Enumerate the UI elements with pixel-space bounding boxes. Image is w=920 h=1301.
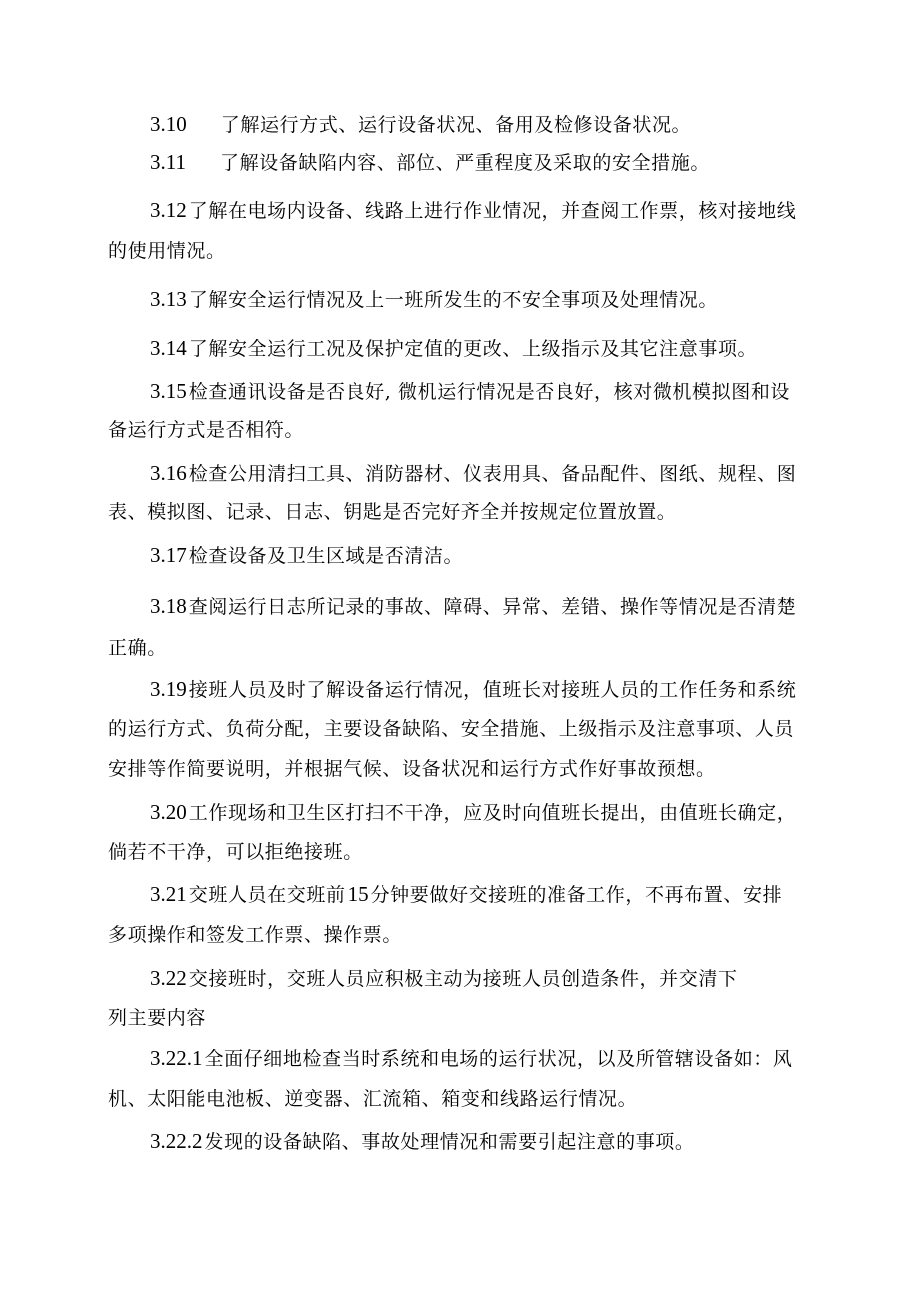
clause-text: 的运行方式、负荷分配，主要设备缺陷、安全措施、上级指示及注意事项、人员 — [108, 718, 795, 740]
clause-text: 工作现场和卫生区打扫不干净，应及时向值班长提出，由值班长确定， — [188, 802, 797, 824]
clause-number: 3.10 — [150, 112, 187, 136]
clause-number: 3.11 — [150, 150, 186, 174]
paragraph-3-15-cont — [0, 416, 920, 444]
clause-text: 检查设备及卫生区域是否清洁。 — [188, 545, 464, 567]
paragraph-3-21 — [0, 880, 920, 909]
clause-text: 机、太阳能电池板、逆变器、汇流箱、箱变和线路运行情况。 — [108, 1088, 638, 1110]
clause-number: 3.22.2 — [150, 1129, 203, 1153]
paragraph-3-22-1-cont — [0, 1085, 920, 1113]
clause-text: 备运行方式是否相符。 — [108, 419, 305, 441]
clause-text: 安排等作简要说明，并根据气候、设备状况和运行方式作好事故预想。 — [108, 758, 716, 780]
clause-text: 表、模拟图、记录、日志、钥匙是否完好齐全并按规定位置放置。 — [108, 501, 677, 523]
clause-text: 检查公用清扫工具、消防器材、仪表用具、备品配件、图纸、规程、图 — [188, 463, 797, 485]
clause-number: 3.13 — [150, 287, 187, 311]
clause-number: 3.12 — [150, 198, 187, 222]
paragraph-3-20 — [0, 798, 920, 827]
clause-text: 了解在电场内设备、线路上进行作业情况，并查阅工作票，核对接地线 — [188, 200, 797, 222]
paragraph-3-19 — [0, 675, 920, 704]
clause-text: 了解设备缺陷内容、部位、严重程度及采取的安全措施。 — [219, 152, 710, 174]
clause-text: 检查通讯设备是否良好, 微机运行情况是否良好，核对微机模拟图和设 — [188, 381, 791, 403]
paragraph-3-22-cont — [0, 1004, 920, 1032]
clause-text: 的使用情况。 — [108, 240, 226, 262]
paragraph-3-12 — [0, 196, 920, 225]
clause-number: 3.18 — [150, 594, 187, 618]
clause-text: 倘若不干净，可以拒绝接班。 — [108, 841, 363, 863]
paragraph-3-19-cont — [0, 755, 920, 783]
paragraph-3-21-cont — [0, 921, 920, 949]
paragraph-3-14 — [0, 334, 920, 363]
clause-number: 3.21 — [150, 882, 187, 906]
paragraph-3-13 — [0, 285, 920, 314]
paragraph-3-20-cont — [0, 838, 920, 866]
paragraph-3-22-1 — [0, 1044, 920, 1073]
clause-text: 发现的设备缺陷、事故处理情况和需要引起注意的事项。 — [204, 1131, 695, 1153]
clause-text: 交接班时，交班人员应积极主动为接班人员创造条件，并交清下 — [188, 968, 738, 990]
clause-text: 了解运行方式、运行设备状况、备用及检修设备状况。 — [220, 114, 692, 136]
clause-text: 列主要内容 — [108, 1007, 207, 1029]
clause-text: 分钟要做好交接班的准备工作，不再布置、安排 — [370, 884, 783, 906]
clause-text: 接班人员及时了解设备运行情况，值班长对接班人员的工作任务和系统 — [188, 679, 797, 701]
clause-number: 3.16 — [150, 461, 187, 485]
paragraph-3-22 — [0, 964, 920, 993]
clause-text: 多项操作和签发工作票、操作票。 — [108, 924, 403, 946]
clause-number: 3.22 — [150, 966, 187, 990]
paragraph-3-12-cont — [0, 237, 920, 265]
paragraph-3-17 — [0, 541, 920, 570]
paragraph-3-18-cont — [0, 634, 920, 662]
paragraph-3-11 — [0, 148, 920, 177]
clause-number: 3.17 — [150, 543, 187, 567]
clause-number: 3.15 — [150, 379, 187, 403]
clause-text: 正确。 — [108, 637, 167, 659]
paragraph-3-22-2 — [0, 1127, 920, 1156]
clause-text: 全面仔细地检查当时系统和电场的运行状况，以及所管辖设备如：风 — [204, 1048, 793, 1070]
paragraph-3-19-cont — [0, 715, 920, 743]
clause-text: 了解安全运行情况及上一班所发生的不安全事项及处理情况。 — [188, 289, 718, 311]
clause-number: 3.22.1 — [150, 1046, 203, 1070]
paragraph-3-18 — [0, 592, 920, 621]
clause-number: 3.14 — [150, 336, 187, 360]
clause-number: 3.19 — [150, 677, 187, 701]
clause-text: 交班人员在交班前 — [188, 884, 346, 906]
paragraph-3-16-cont — [0, 498, 920, 526]
minutes-value: 15 — [347, 882, 369, 906]
clause-number: 3.20 — [150, 800, 187, 824]
clause-text: 查阅运行日志所记录的事故、障碍、异常、差错、操作等情况是否清楚 — [188, 596, 797, 618]
paragraph-3-10 — [0, 110, 920, 139]
paragraph-3-15 — [0, 377, 920, 406]
clause-text: 了解安全运行工况及保护定值的更改、上级指示及其它注意事项。 — [188, 338, 758, 360]
paragraph-3-16 — [0, 459, 920, 488]
